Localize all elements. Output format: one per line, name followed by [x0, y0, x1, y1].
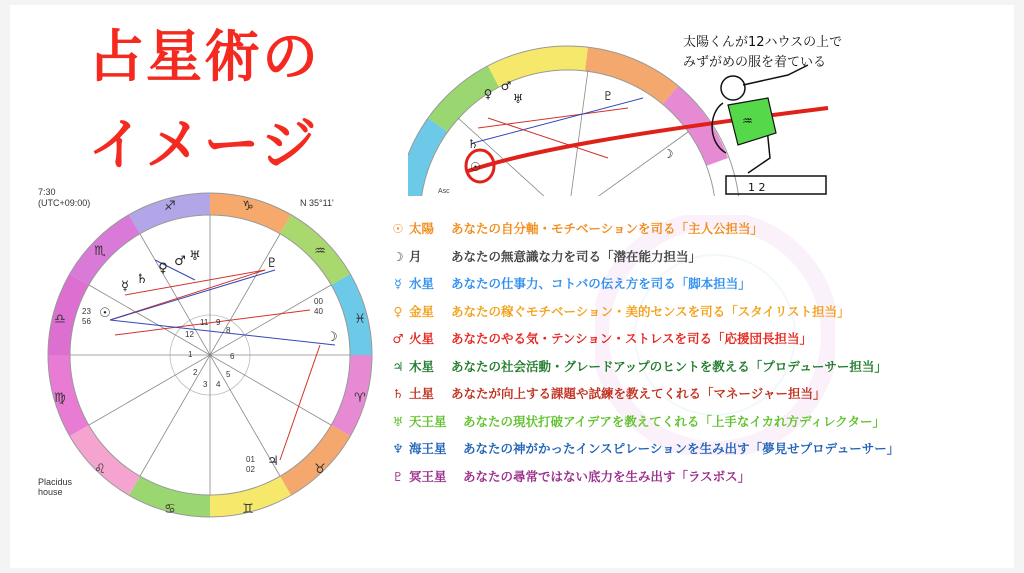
asc-degree: 23 [82, 307, 91, 316]
legend-row [387, 384, 826, 406]
legend-row [387, 357, 887, 379]
legend-row [387, 329, 812, 351]
house-system-label-2: house [38, 487, 63, 497]
chart-time: 7:30 [38, 187, 56, 197]
svg-text:♀: ♀ [158, 261, 168, 276]
planet-description: あなたの稼ぐモチベーション・美的センスを司る「スタイリスト担当」 [451, 303, 850, 319]
svg-text:♅: ♅ [189, 249, 201, 264]
ic-degree: 01 [246, 455, 255, 464]
svg-text:♄: ♄ [136, 272, 148, 287]
planet-description: あなたの尋常ではない底力を生み出す「ラスボス」 [463, 468, 751, 484]
planet-description: あなたの仕事力、コトバの伝え方を司る「脚本担当」 [451, 276, 751, 291]
planet-description: あなたの現状打破アイデアを教えてくれる「上手なイカれ方ディレクター」 [463, 413, 886, 429]
title-line-2: イメージ [88, 113, 319, 178]
planet-symbol-icon: ♇ [392, 468, 404, 484]
svg-text:☽: ☽ [326, 330, 338, 345]
svg-text:♇: ♇ [602, 89, 614, 103]
legend-row [387, 247, 701, 269]
svg-text:♍: ♍ [54, 391, 66, 406]
planet-symbol-icon: ♅ [392, 413, 404, 429]
planet-description: あなたが向上する課題や試練を教えてくれる「マネージャー担当」 [451, 386, 826, 401]
planet-name: 木星 [409, 358, 435, 374]
planet-symbol-icon: ☽ [392, 248, 404, 264]
planet-description: あなたのやる気・テンション・ストレスを司る「応援団長担当」 [451, 331, 812, 346]
chart-timezone: (UTC+09:00) [38, 198, 91, 208]
house-number-12: 12 [185, 330, 194, 339]
ic-minute: 02 [246, 465, 255, 474]
house-system-label: Placidus [38, 477, 73, 487]
legend-row [387, 219, 763, 241]
planet-symbol-icon: ♂ [392, 331, 404, 346]
asc-minute: 56 [82, 317, 91, 326]
house-number-9: 9 [216, 318, 221, 327]
svg-text:♋: ♋ [164, 502, 176, 517]
planet-name: 金星 [409, 303, 435, 319]
svg-text:☉: ☉ [99, 306, 111, 321]
svg-text:♏: ♏ [94, 244, 106, 259]
callout-line-2: みずがめの服を着ている [683, 55, 827, 70]
legend-row [387, 439, 899, 461]
planet-symbol-icon: ♀ [393, 303, 403, 319]
svg-text:♓: ♓ [354, 312, 366, 327]
desc-degree: 00 [314, 297, 323, 306]
callout-line-1: 太陽くんが12ハウスの上で [683, 35, 843, 50]
planet-name: 冥王星 [409, 468, 447, 484]
planet-symbol-icon: ☉ [392, 221, 404, 236]
planet-symbol-icon: ☿ [394, 276, 402, 291]
planet-name: 太陽 [409, 221, 435, 236]
planet-name: 火星 [409, 331, 435, 346]
legend-row [387, 467, 750, 489]
svg-text:♀: ♀ [483, 87, 493, 101]
svg-text:♒: ♒ [314, 244, 326, 259]
svg-text:♂: ♂ [174, 254, 186, 269]
planet-name: 水星 [409, 276, 435, 291]
svg-text:♎: ♎ [54, 312, 66, 327]
house-number-6: 6 [230, 352, 235, 361]
house-number-4: 4 [216, 380, 221, 389]
svg-text:♐: ♐ [164, 199, 176, 214]
house-number-11: 11 [200, 318, 209, 327]
planet-description: あなたの神がかったインスピレーションを生み出す「夢見せプロデューサー」 [463, 441, 900, 456]
title-line-1: 占星術の [88, 25, 320, 90]
svg-text:♈: ♈ [354, 391, 366, 406]
svg-text:♃: ♃ [267, 454, 279, 469]
svg-text:☿: ☿ [121, 279, 129, 294]
chart-coordinate: N 35°11' [300, 198, 334, 208]
legend-row [387, 274, 751, 296]
svg-text:♄: ♄ [467, 137, 479, 151]
svg-text:♂: ♂ [500, 79, 512, 93]
slide [10, 5, 1014, 568]
pedestal-numbers: 1 2 [748, 181, 766, 194]
callout-text [683, 33, 842, 73]
svg-text:♒: ♒ [742, 114, 753, 128]
planet-name: 天王星 [409, 413, 447, 429]
svg-text:♇: ♇ [266, 256, 278, 271]
house-number-3: 3 [203, 380, 208, 389]
svg-text:♌: ♌ [94, 462, 106, 477]
legend-row [387, 302, 850, 324]
legend-row [387, 412, 885, 434]
house-number-8: 8 [226, 326, 231, 335]
planet-symbol-icon: ♄ [392, 386, 404, 401]
planet-name: 海王星 [409, 441, 447, 456]
house-number-5: 5 [226, 370, 231, 379]
svg-text:☉: ☉ [470, 160, 481, 174]
planet-description: あなたの無意識な力を司る「潜在能力担当」 [451, 248, 702, 264]
svg-text:♅: ♅ [512, 92, 524, 106]
natal-chart [38, 187, 380, 519]
planet-name: 土星 [409, 386, 435, 401]
svg-text:♊: ♊ [242, 502, 254, 517]
svg-text:♑: ♑ [242, 199, 254, 214]
planet-description: あなたの社会活動・グレードアップのヒントを教える「プロデューサー担当」 [451, 358, 887, 374]
chart-wheel-svg [38, 187, 380, 519]
house-number-1: 1 [188, 350, 193, 359]
house-number-2: 2 [193, 368, 198, 377]
planet-description: あなたの自分軸・モチベーションを司る「主人公担当」 [451, 221, 764, 236]
planet-symbol-icon: ♃ [392, 358, 404, 374]
asc-label: Asc [438, 188, 450, 195]
planet-name: 月 [409, 248, 422, 264]
planet-symbol-icon: ♆ [392, 441, 404, 456]
desc-minute: 40 [314, 307, 323, 316]
svg-text:♉: ♉ [314, 462, 326, 477]
svg-text:☽: ☽ [662, 147, 674, 161]
